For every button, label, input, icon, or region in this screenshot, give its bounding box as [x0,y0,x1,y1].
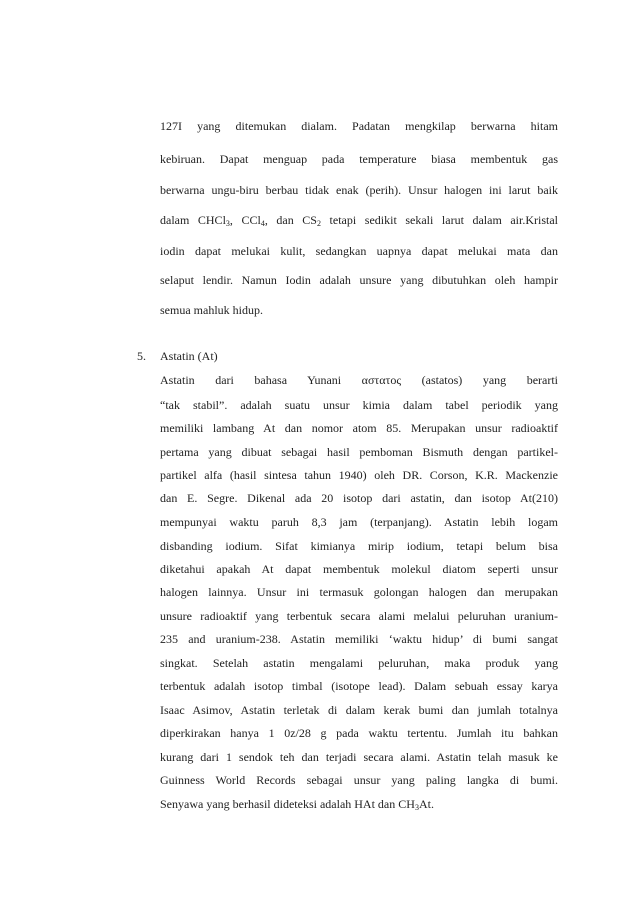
para1-line-1: 127I yang ditemukan dialam. Padatan mengkilap berwarna hitam [160,119,558,133]
chem-text: dalam CHCl [160,213,226,227]
para2-line-8: disbanding iodium. Sifat kimianya mirip iodium, tetapi belum bisa [160,539,558,553]
chem-text: , dan CS [264,213,317,227]
para1-line-2: kebiruan. Dapat menguap pada temperature biasa membentuk gas [160,152,558,166]
para1-line-3: berwarna ungu-biru berbau tidak enak (perih). Unsur halogen ini larut baik [160,183,558,197]
para2-line-4: pertama yang dibuat sebagai hasil pemboman Bismuth dengan partikel- [160,445,558,459]
para2-line-13: singkat. Setelah astatin mengalami peluruhan, maka produk yang [160,656,558,670]
para1-line-5: iodin dapat melukai kulit, sedangkan uapnya dapat melukai mata dan [160,244,558,258]
para2-line-10: halogen lainnya. Unsur ini termasuk golongan halogen dan merupakan [160,585,558,599]
chem-text: tetapi sedikit sekali larut dalam air.Kristal [320,213,559,227]
para2-line-2: “tak stabil”. adalah suatu unsur kimia dalam tabel periodik yang [160,398,558,412]
para2-line-17: kurang dari 1 sendok teh dan terjadi secara alami. Astatin telah masuk ke [160,750,558,764]
section-number: 5. [137,349,146,363]
para2-line-1: Astatin dari bahasa Yunani αστατος (astatos) yang berarti [160,373,558,387]
para1-line-7: semua mahluk hidup. [160,303,263,317]
para2-line-18: Guinness World Records sebagai unsur yang paling langka di bumi. [160,773,558,787]
subscript: 4 [260,219,265,228]
para2-line-7: mempunyai waktu paruh 8,3 jam (terpanjang). Astatin lebih logam [160,515,558,529]
subscript: 3 [414,803,419,812]
chem-text: , CCl [229,213,261,227]
para2-line-19 [160,796,558,812]
chem-text: At. [418,797,434,811]
section-title: Astatin (At) [160,349,218,363]
para2-line-15: Isaac Asimov, Astatin terletak di dalam kerak bumi dan jumlah totalnya [160,703,558,717]
para1-line-4 [160,212,558,228]
para1-line-6: selaput lendir. Namun Iodin adalah unsure yang dibutuhkan oleh hampir [160,273,558,287]
para2-line-5: partikel alfa (hasil sintesa tahun 1940) oleh DR. Corson, K.R. Mackenzie [160,468,558,482]
chem-text: Senyawa yang berhasil dideteksi adalah HAt dan CH [160,797,415,811]
para2-line-3: memiliki lambang At dan nomor atom 85. Merupakan unsur radioaktif [160,421,558,435]
para2-line-16: diperkirakan hanya 1 0z/28 g pada waktu tertentu. Jumlah itu bahkan [160,726,558,740]
para2-line-14: terbentuk adalah isotop timbal (isotope lead). Dalam sebuah essay karya [160,679,558,693]
para2-line-12: 235 and uranium-238. Astatin memiliki ‘waktu hidup’ di bumi sangat [160,632,558,646]
para2-line-6: dan E. Segre. Dikenal ada 20 isotop dari astatin, dan isotop At(210) [160,491,558,505]
para2-line-11: unsure radioaktif yang terbentuk secara alami melalui peluruhan uranium- [160,609,558,623]
subscript: 2 [316,219,321,228]
subscript: 3 [225,219,230,228]
para2-line-9: diketahui apakah At dapat membentuk molekul diatom seperti unsur [160,562,558,576]
